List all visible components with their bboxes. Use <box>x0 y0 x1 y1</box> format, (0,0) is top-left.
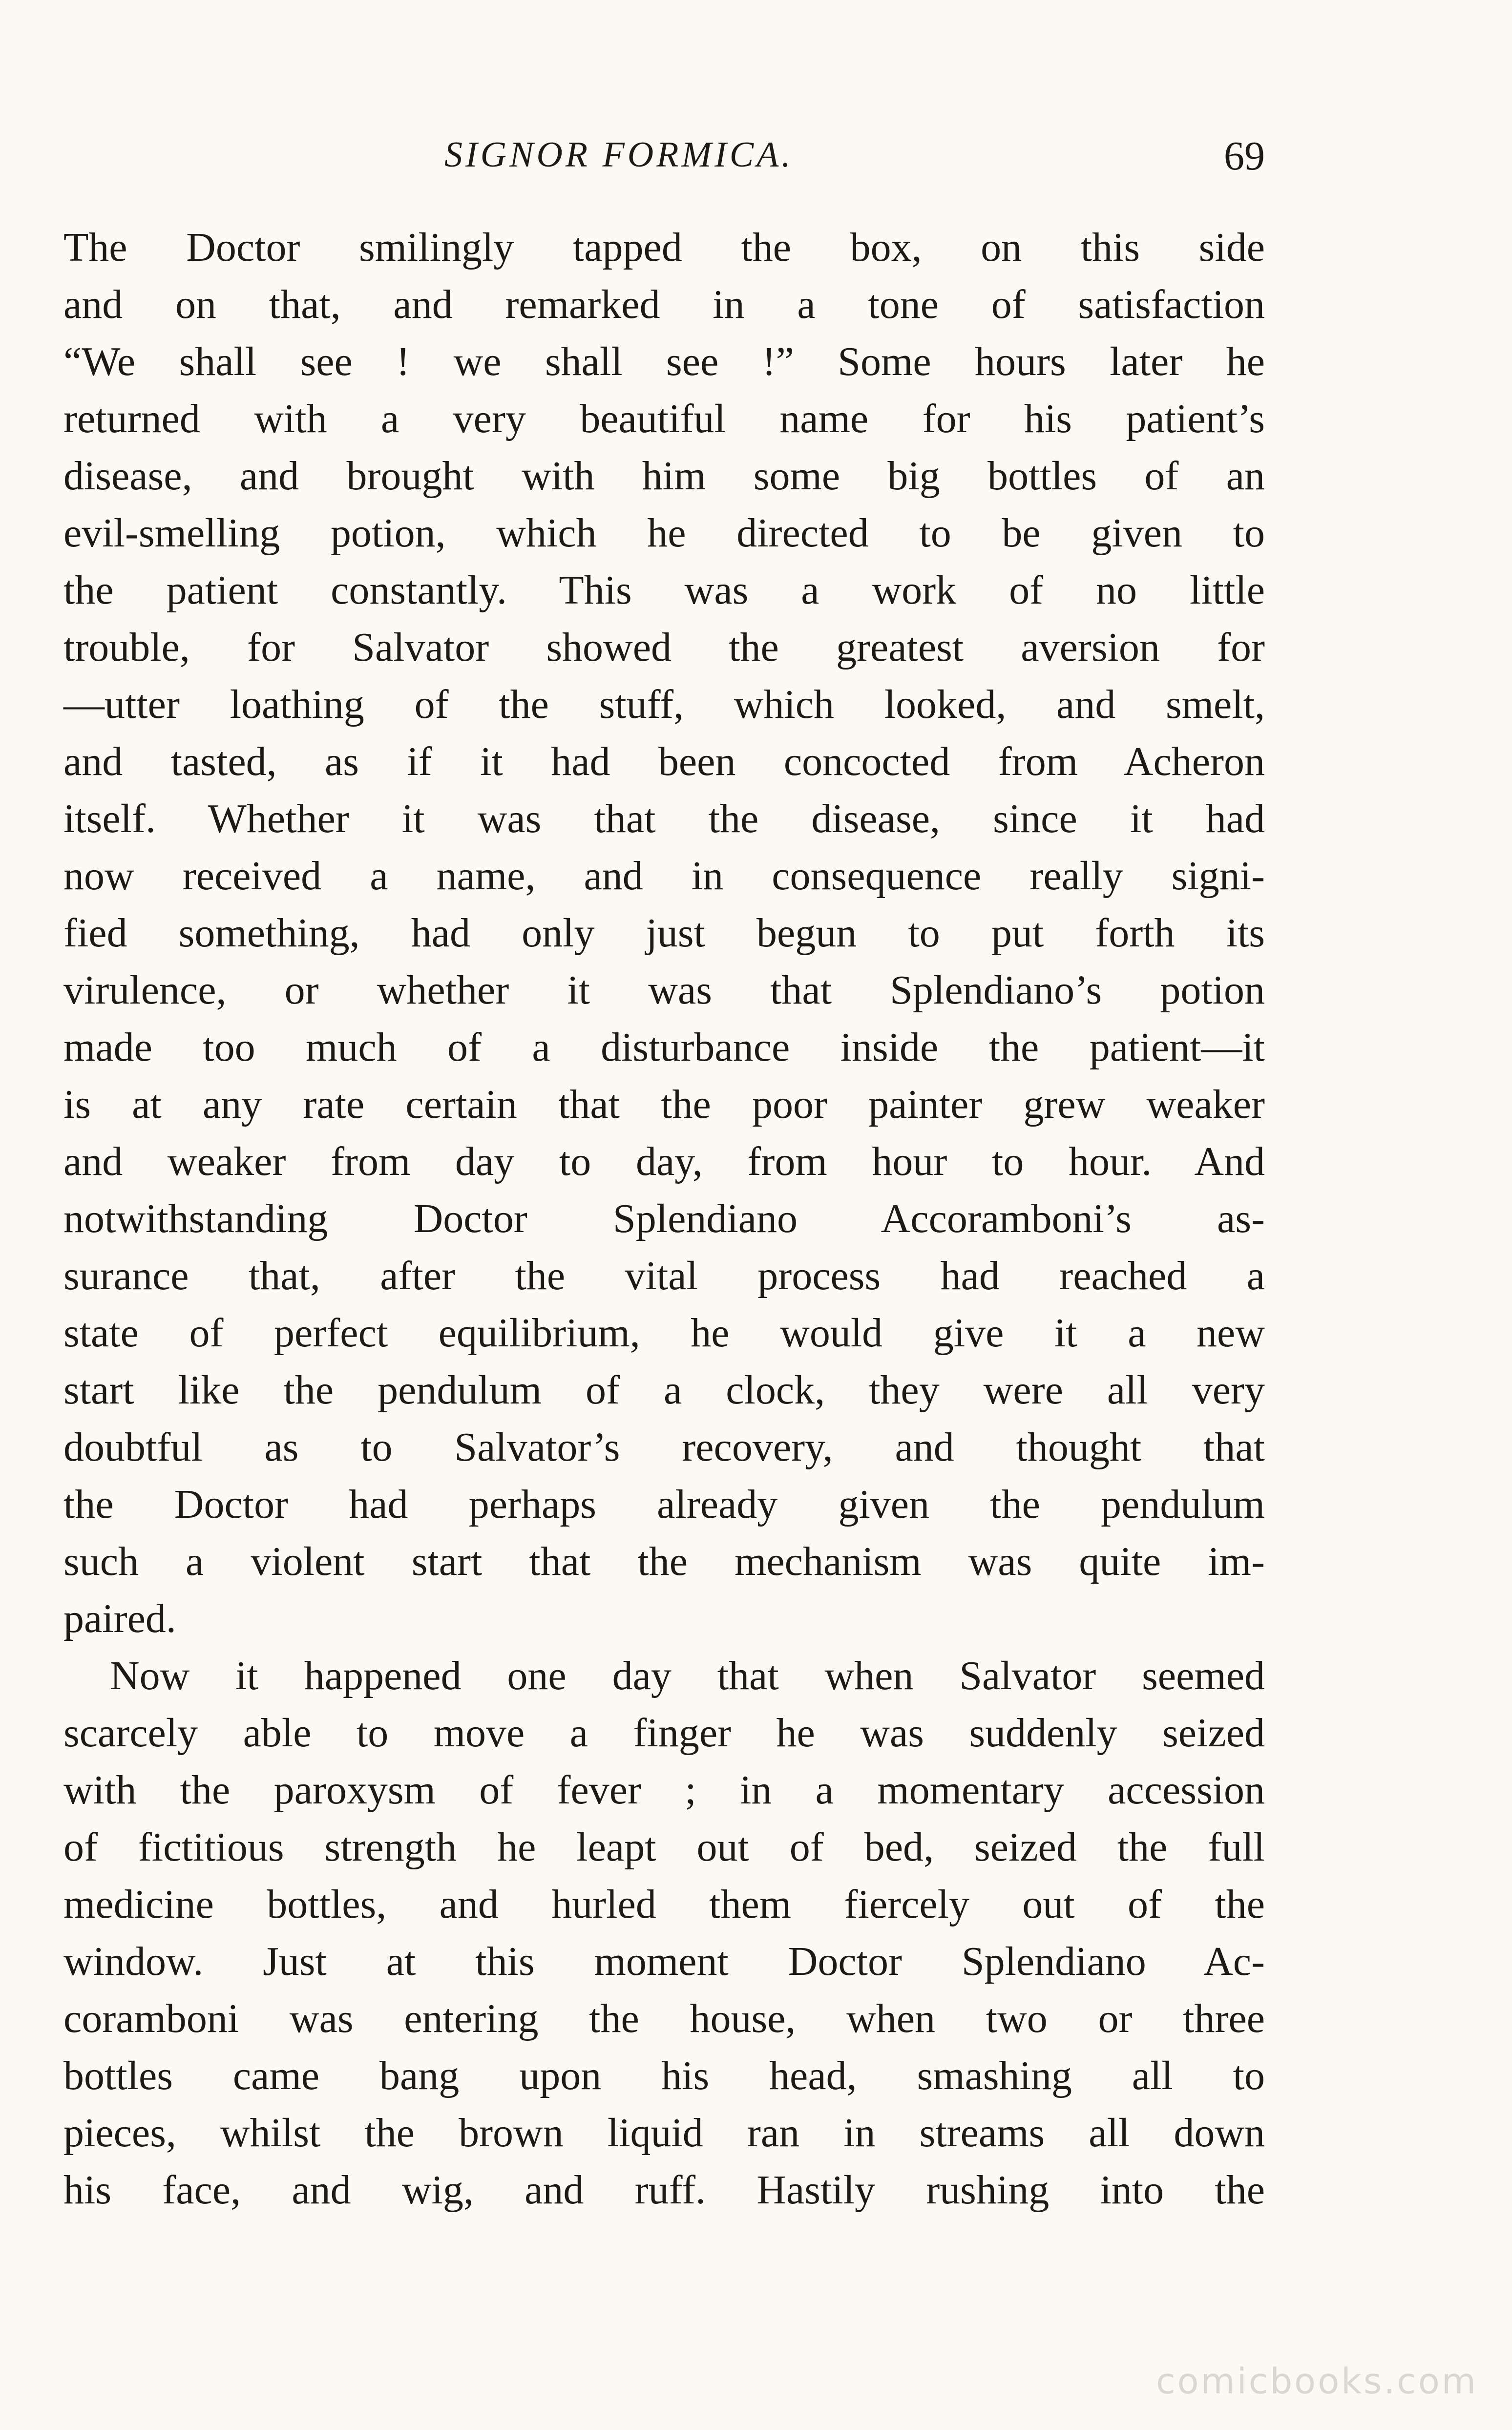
body-text <box>63 219 1265 2219</box>
text-line: his face, and wig, and ruff. Hastily rushing into the <box>63 2167 1265 2213</box>
text-line: returned with a very beautiful name for his patient’s <box>63 396 1265 441</box>
text-line: is at any rate certain that the poor painter grew weaker <box>63 1082 1265 1127</box>
text-line: Now it happened one day that when Salvator seemed <box>110 1653 1265 1698</box>
text-line: disease, and brought with him some big bottles of an <box>63 453 1265 499</box>
text-line: doubtful as to Salvator’s recovery, and thought that <box>63 1424 1265 1470</box>
page-header <box>63 125 1265 183</box>
text-line: start like the pendulum of a clock, they were all very <box>63 1367 1265 1413</box>
text-line: with the paroxysm of fever ; in a momentary accession <box>63 1767 1265 1813</box>
page-number: 69 <box>1224 133 1265 179</box>
text-line: evil-smelling potion, which he directed to be given to <box>63 510 1265 556</box>
text-line: such a violent start that the mechanism was quite im- <box>63 1539 1265 1584</box>
text-line: of fictitious strength he leapt out of bed, seized the full <box>63 1824 1265 1870</box>
watermark: comicbooks.com <box>1155 2361 1478 2402</box>
text-line: —utter loathing of the stuff, which looked, and smelt, <box>63 682 1265 727</box>
text-line: virulence, or whether it was that Splendiano’s potion <box>63 967 1265 1013</box>
text-line: “We shall see ! we shall see !” Some hours later he <box>63 339 1265 384</box>
text-line: The Doctor smilingly tapped the box, on this side <box>63 225 1265 270</box>
text-line: the patient constantly. This was a work of no little <box>63 567 1265 613</box>
text-line: pieces, whilst the brown liquid ran in streams all down <box>63 2110 1265 2156</box>
text-line: window. Just at this moment Doctor Splendiano Ac- <box>63 1939 1265 1984</box>
text-line: medicine bottles, and hurled them fiercely out of the <box>63 1882 1265 1927</box>
text-line: the Doctor had perhaps already given the pendulum <box>63 1482 1265 1527</box>
text-line: and weaker from day to day, from hour to hour. And <box>63 1139 1265 1184</box>
text-line: and on that, and remarked in a tone of satisfaction <box>63 282 1265 327</box>
text-line: paired. <box>63 1596 176 1641</box>
text-line: bottles came bang upon his head, smashing all to <box>63 2053 1265 2098</box>
text-line: notwithstanding Doctor Splendiano Accoramboni’s as- <box>63 1196 1265 1241</box>
text-line: surance that, after the vital process had reached a <box>63 1253 1265 1299</box>
text-line: now received a name, and in consequence really signi- <box>63 853 1265 899</box>
text-line: state of perfect equilibrium, he would give it a new <box>63 1310 1265 1356</box>
text-line: trouble, for Salvator showed the greatest aversion for <box>63 625 1265 670</box>
text-line: made too much of a disturbance inside the patient—it <box>63 1025 1265 1070</box>
running-title: SIGNOR FORMICA. <box>444 135 794 175</box>
text-line: coramboni was entering the house, when two or three <box>63 1996 1265 2041</box>
text-line: scarcely able to move a finger he was suddenly seized <box>63 1710 1265 1756</box>
text-line: and tasted, as if it had been concocted from Acheron <box>63 739 1265 784</box>
text-line: itself. Whether it was that the disease, since it had <box>63 796 1265 841</box>
text-line: fied something, had only just begun to put forth its <box>63 910 1265 956</box>
